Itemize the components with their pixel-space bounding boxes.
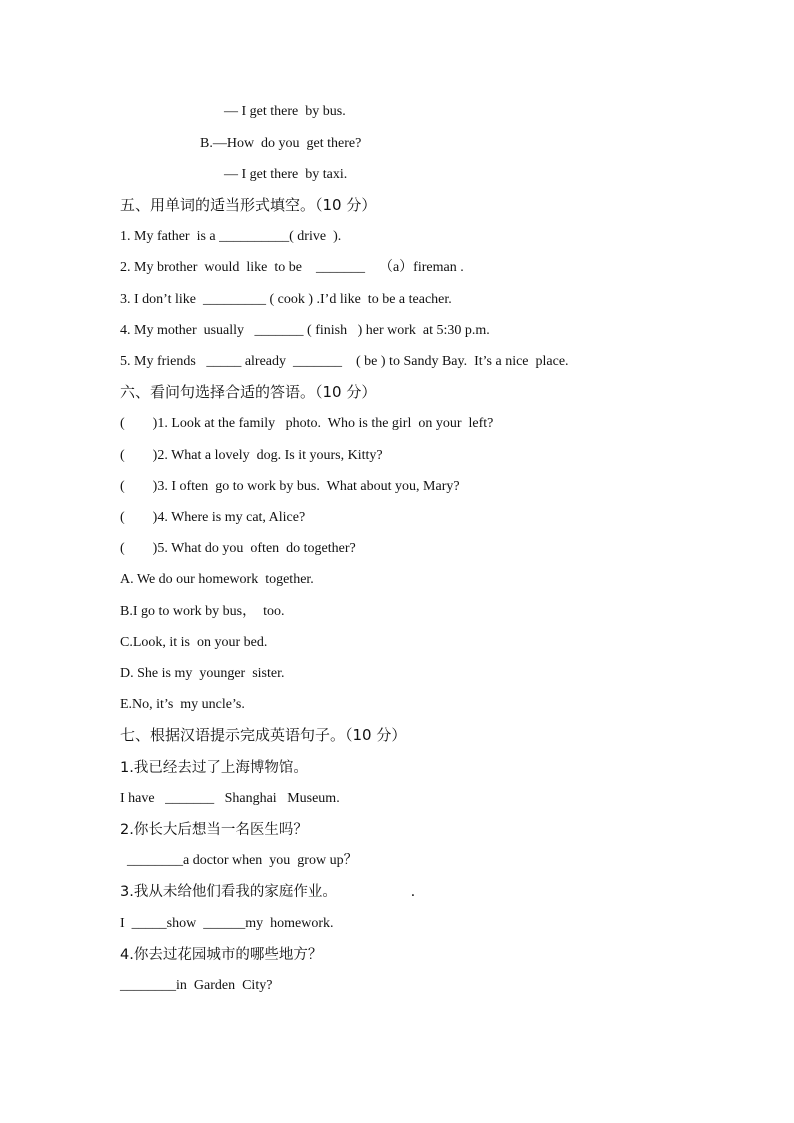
answer-option: A. We do our homework together. xyxy=(120,572,314,587)
section7-heading: 七、根据汉语提示完成英语句子。（10 分） xyxy=(120,726,407,744)
question-item: ( )5. What do you often do together? xyxy=(120,541,356,556)
section6-heading: 六、看问句选择合适的答语。（10 分） xyxy=(120,383,377,401)
fill-item: 1. My father is a __________( drive ). xyxy=(120,229,342,244)
chinese-prompt: 3.我从未给他们看我的家庭作业。 . xyxy=(120,884,416,900)
answer-option: D. She is my younger sister. xyxy=(120,666,285,681)
answer-option: E.No, it’s my uncle’s. xyxy=(120,697,245,712)
question-item: ( )1. Look at the family photo. Who is the girl on your left? xyxy=(120,416,494,431)
english-sentence: I _____show ______my homework. xyxy=(120,916,334,931)
question-item: ( )3. I often go to work by bus. What about you, Mary? xyxy=(120,479,460,494)
english-sentence: ________in Garden City? xyxy=(120,978,273,993)
option-b-dialogue: B.—How do you get there? xyxy=(200,136,362,151)
answer-option: C.Look, it is on your bed. xyxy=(120,635,268,650)
question-item: ( )4. Where is my cat, Alice? xyxy=(120,510,306,525)
chinese-prompt: 4.你去过花园城市的哪些地方？ xyxy=(120,947,323,963)
fill-item: 4. My mother usually _______ ( finish ) her work at 5:30 p.m. xyxy=(120,323,490,338)
chinese-prompt: 1.我已经去过了上海博物馆。 xyxy=(120,760,308,776)
english-sentence: I have _______ Shanghai Museum. xyxy=(120,791,340,806)
answer-line: — I get there by taxi. xyxy=(224,167,348,182)
section5-heading: 五、用单词的适当形式填空。（10 分） xyxy=(120,196,377,214)
answer-option: B.I go to work by bus， too. xyxy=(120,604,285,619)
question-item: ( )2. What a lovely dog. Is it yours, Kitty? xyxy=(120,448,383,463)
fill-item: 5. My friends _____ already _______ ( be ) to Sandy Bay. It’s a nice place. xyxy=(120,354,569,369)
fill-item: 3. I don’t like _________ ( cook ) .I’d like to be a teacher. xyxy=(120,292,452,307)
fill-item: 2. My brother would like to be _______ （a）fireman . xyxy=(120,260,464,275)
chinese-prompt: 2.你长大后想当一名医生吗？ xyxy=(120,822,308,838)
english-sentence: ________a doctor when you grow up？ xyxy=(120,853,358,868)
answer-line: — I get there by bus. xyxy=(224,104,346,119)
